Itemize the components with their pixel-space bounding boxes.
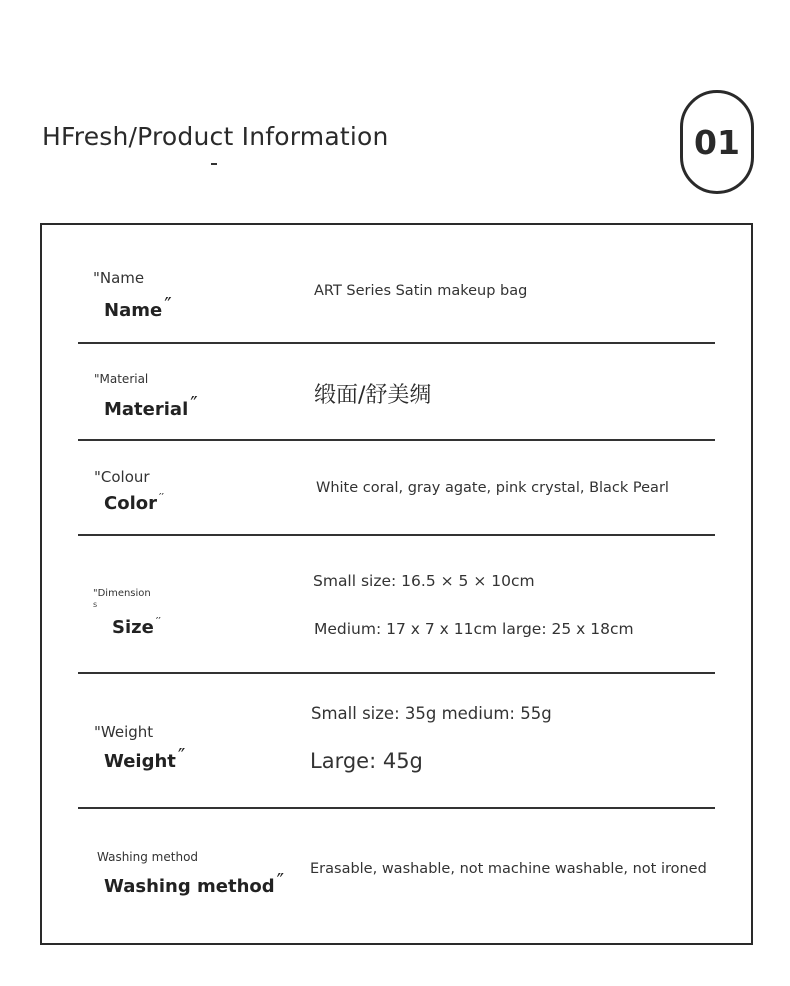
row-material-value: 缎面/舒美绸 [314,383,432,408]
row-washing-label-small: Washing method [97,850,199,864]
row-divider [78,672,715,674]
row-divider [78,342,715,344]
row-material-label: Material ″ [104,392,198,420]
row-material-label-small: "Material [94,372,149,386]
row-name-label-small: "Name [93,269,145,287]
row-weight-value-large: Large: 45g [310,749,423,773]
row-name-label: Name ″ [104,293,172,321]
title-dash [211,163,217,165]
page-number-badge: 01 [680,90,754,194]
row-divider [78,534,715,536]
row-size-value-medium: Medium: 17 x 7 x 11cm large: 25 x 18cm [314,620,634,638]
row-name-value: ART Series Satin makeup bag [314,283,528,299]
row-divider [78,807,715,809]
row-weight-label: Weight ″ [104,744,186,772]
row-size-label: Size ′′ [112,615,161,638]
row-divider [78,439,715,441]
row-color-label: Color ′′ [104,491,164,514]
row-weight-value-small: Small size: 35g medium: 55g [311,704,552,723]
page-title: HFresh/Product Information [42,122,389,151]
row-washing-label: Washing method ″ [104,869,285,897]
row-washing-value: Erasable, washable, not machine washable, not ironed [310,861,707,877]
row-size-label-small-extra: s [93,600,98,609]
row-size-value-small: Small size: 16.5 × 5 × 10cm [313,572,535,590]
row-weight-label-small: "Weight [94,723,154,741]
row-size-label-small: "Dimension [93,588,151,599]
row-color-label-small: "Colour [94,468,150,486]
product-info-table [40,223,753,945]
row-color-value: White coral, gray agate, pink crystal, Black Pearl [316,480,669,496]
